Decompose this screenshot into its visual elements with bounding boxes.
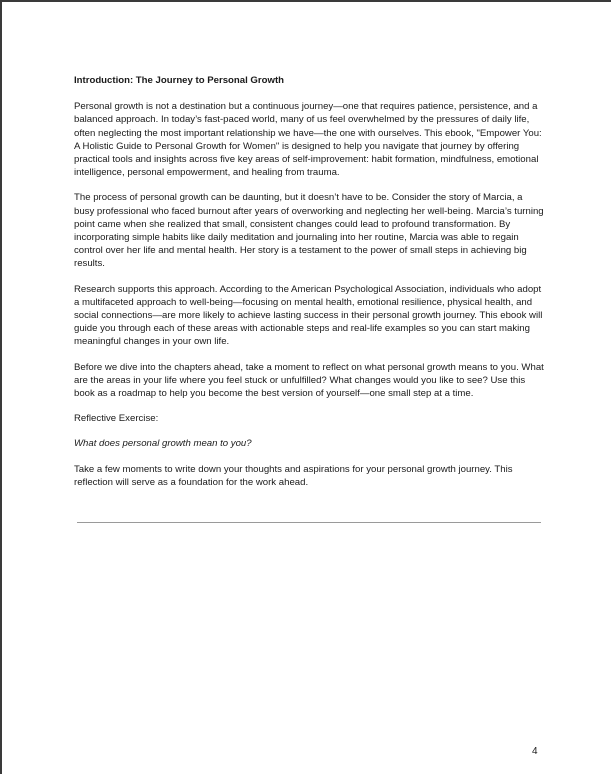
exercise-label: Reflective Exercise: — [74, 413, 159, 425]
horizontal-divider — [77, 522, 541, 523]
paragraph-marcia-story: The process of personal growth can be daunting, but it doesn’t have to be. Consider the story of Marcia, a busy professional who faced burnout after years of overworking and neglecting her well-being. Marcia’s turning point came when she realized that small, consistent changes could lead to profound transformation. By incorporating simple habits like daily meditation and journaling into her routine, Marcia was able to regain control over her life and mental health. Her story is a testament to the power of small steps in achieving big results. — [74, 192, 544, 270]
closing-paragraph: Take a few moments to write down your thoughts and aspirations for your personal growth journey. This reflection will serve as a foundation for the work ahead. — [74, 463, 513, 488]
page-number: 4 — [532, 746, 538, 757]
paragraph-reflection: Before we dive into the chapters ahead, take a moment to reflect on what personal growth means to you. What are the areas in your life where you feel stuck or unfulfilled? What changes would you like to see? Use this book as a roadmap to help you become the best version of yourself—one small step at a time. — [74, 361, 544, 400]
exercise-question: What does personal growth mean to you? — [74, 438, 252, 450]
page-content — [74, 74, 544, 501]
paragraph-intro: Personal growth is not a destination but a continuous journey—one that requires patience, persistence, and a balanced approach. In today’s fast-paced world, many of us feel overwhelmed by the pressures of daily life, often neglecting the most important relationship we have—the one with ourselves. This ebook, "Empower You: A Holistic Guide to Personal Growth for Women" is designed to help you navigate that journey by offering practical tools and insights across five key areas of self-improvement: habit formation, mindfulness, emotional intelligence, personal empowerment, and healing from trauma. — [74, 101, 542, 179]
paragraph-research: Research supports this approach. According to the American Psychological Association, individuals who adopt a multifaceted approach to well-being—focusing on mental health, emotional resilience, physical health, and social connections—are more likely to achieve lasting success in their personal growth journey. This ebook will guide you through each of these areas with actionable steps and real-life examples so you can start making meaningful changes in your own life. — [74, 283, 543, 348]
section-heading: Introduction: The Journey to Personal Growth — [74, 75, 285, 86]
